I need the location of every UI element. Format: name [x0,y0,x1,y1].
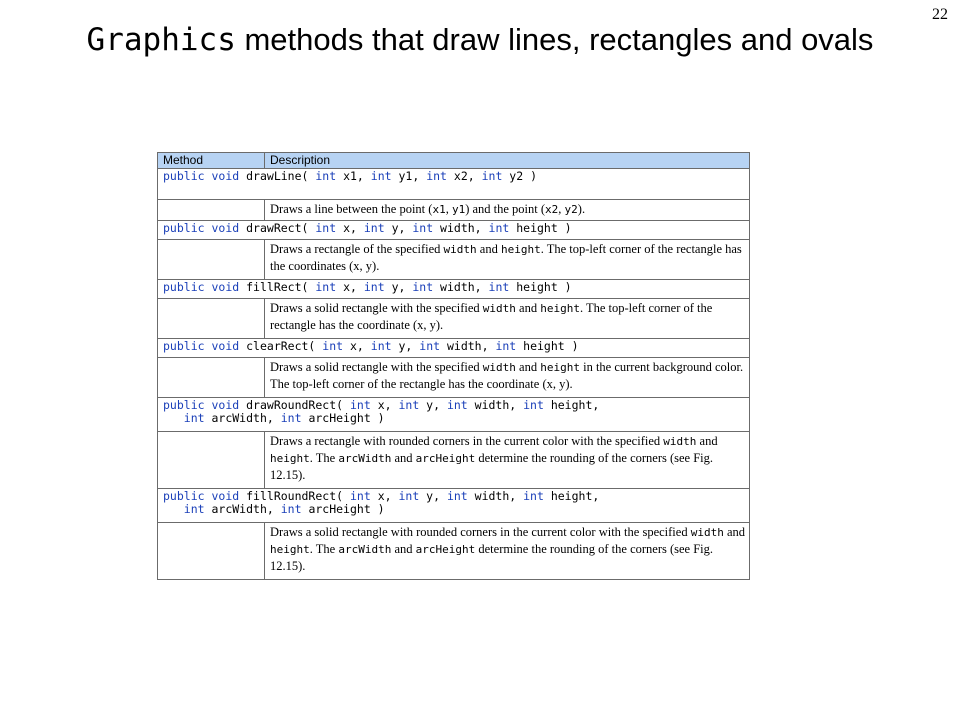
method-description [265,240,750,280]
keyword-int: int [426,169,447,183]
desc-text: Draws a rectangle of the specified [270,242,444,256]
table-row-signature [158,339,750,358]
table-row-description [158,523,750,580]
keyword-public: public [163,169,205,183]
desc-code: y1 [451,203,466,216]
desc-text: and [696,434,718,448]
keyword-void: void [211,339,240,353]
desc-text: . The [309,542,339,556]
keyword-public: public [163,398,205,412]
desc-code: height [270,452,310,465]
empty-cell [158,432,265,489]
desc-text: determine the rounding of the corners (see Fig. 12.15). [270,542,714,573]
desc-code: width [482,361,516,374]
page-number: 22 [932,6,948,23]
desc-text: . The top-left corner of the rectangle has the coordinates (x, y). [270,242,742,273]
table-row-signature [158,169,750,200]
signature-text: fillRect( int x, int y, int width, int height ) [246,280,572,294]
keyword-int: int [412,221,434,235]
method-signature [158,169,750,200]
method-description [265,358,750,398]
signature-text-continued: int arcWidth, int arcHeight ) [183,411,385,425]
keyword-int: int [481,169,503,183]
desc-text: Draws a line between the point ( [270,202,433,216]
empty-cell [158,240,265,280]
keyword-int: int [280,502,302,516]
keyword-int: int [495,339,517,353]
desc-text: Draws a solid rectangle with the specified [270,360,483,374]
keyword-public: public [163,221,205,235]
keyword-int: int [523,398,544,412]
keyword-int: int [322,339,344,353]
header-method: Method [158,153,265,169]
empty-cell [158,523,265,580]
keyword-int: int [398,489,420,503]
signature-text: fillRoundRect( int x, int y, int width, int height, [246,489,600,503]
keyword-int: int [363,221,385,235]
desc-text: Draws a rectangle with rounded corners in the current color with the specified [270,434,664,448]
signature-text-continued: int arcWidth, int arcHeight ) [183,502,385,516]
keyword-public: public [163,339,205,353]
desc-text: Draws a solid rectangle with rounded corners in the current color with the specified [270,525,691,539]
table-header-row [158,153,750,169]
empty-cell [158,200,265,221]
desc-text: , [445,202,452,216]
keyword-public: public [163,489,205,503]
desc-code: x2 [545,203,559,216]
desc-text: and [391,542,416,556]
slide-title [0,20,960,60]
desc-code: arcHeight [415,543,476,556]
desc-code: width [690,526,724,539]
empty-cell [158,299,265,339]
desc-text: and [723,525,746,539]
keyword-int: int [280,411,302,425]
method-signature [158,280,750,299]
table-row-description [158,299,750,339]
desc-code: arcWidth [338,543,392,556]
desc-code: y2 [564,203,578,216]
title-text: methods that draw lines, rectangles and ovals [235,22,874,57]
keyword-int: int [363,280,385,294]
keyword-int: int [398,398,420,412]
keyword-int: int [370,339,392,353]
desc-code: width [482,302,516,315]
desc-text: ) and the point ( [465,202,546,216]
table-row-description [158,200,750,221]
table-row-description [158,240,750,280]
desc-code: arcWidth [338,452,392,465]
methods-table [157,152,750,580]
empty-cell [158,358,265,398]
method-description [265,523,750,580]
desc-code: x1 [432,203,446,216]
desc-text: ). [577,202,586,216]
desc-code: width [663,435,697,448]
keyword-int: int [315,221,337,235]
table-row-description [158,358,750,398]
table-row-signature [158,489,750,523]
method-signature [158,398,750,432]
method-description [265,299,750,339]
table-row-description [158,432,750,489]
desc-text: . The [309,451,339,465]
header-description: Description [265,153,750,169]
desc-code: width [443,243,477,256]
keyword-void: void [211,280,240,294]
method-description [265,432,750,489]
desc-text: , [558,202,565,216]
keyword-int: int [183,411,205,425]
signature-text: clearRect( int x, int y, int width, int height ) [246,339,579,353]
desc-text: determine the rounding of the corners (see Fig. 12.15). [270,451,714,482]
signature-text: drawLine( int x1, int y1, int x2, int y2 ) [246,169,537,183]
signature-text: drawRect( int x, int y, int width, int height ) [246,221,572,235]
method-signature [158,221,750,240]
desc-text: and [391,451,416,465]
keyword-void: void [211,398,240,412]
keyword-int: int [446,398,468,412]
keyword-public: public [163,280,205,294]
keyword-int: int [488,221,510,235]
keyword-void: void [211,489,240,503]
keyword-int: int [349,398,371,412]
keyword-int: int [488,280,510,294]
desc-text: in the current background color. The top-left corner of the rectangle has the coordinate (x, y). [270,360,744,391]
keyword-int: int [183,502,205,516]
keyword-int: int [315,280,337,294]
keyword-int: int [370,169,392,183]
keyword-void: void [211,221,240,235]
keyword-int: int [419,339,441,353]
keyword-int: int [315,169,337,183]
table-row-signature [158,280,750,299]
table-row-signature [158,398,750,432]
method-signature [158,489,750,523]
keyword-void: void [211,169,240,183]
desc-code: height [540,302,580,315]
signature-text: drawRoundRect( int x, int y, int width, int height, [246,398,600,412]
desc-code: height [540,361,580,374]
keyword-int: int [412,280,434,294]
desc-text: . The top-left corner of the rectangle has the coordinate (x, y). [270,301,713,332]
title-code-word: Graphics [86,22,236,58]
desc-code: arcHeight [415,452,476,465]
method-signature [158,339,750,358]
method-description [265,200,750,221]
keyword-int: int [523,489,544,503]
desc-text: Draws a solid rectangle with the specified [270,301,483,315]
table-row-signature [158,221,750,240]
keyword-int: int [349,489,371,503]
desc-code: height [270,543,310,556]
desc-text: and [515,301,541,315]
keyword-int: int [446,489,468,503]
desc-text: and [515,360,541,374]
desc-text: and [476,242,501,256]
desc-code: height [500,243,541,256]
